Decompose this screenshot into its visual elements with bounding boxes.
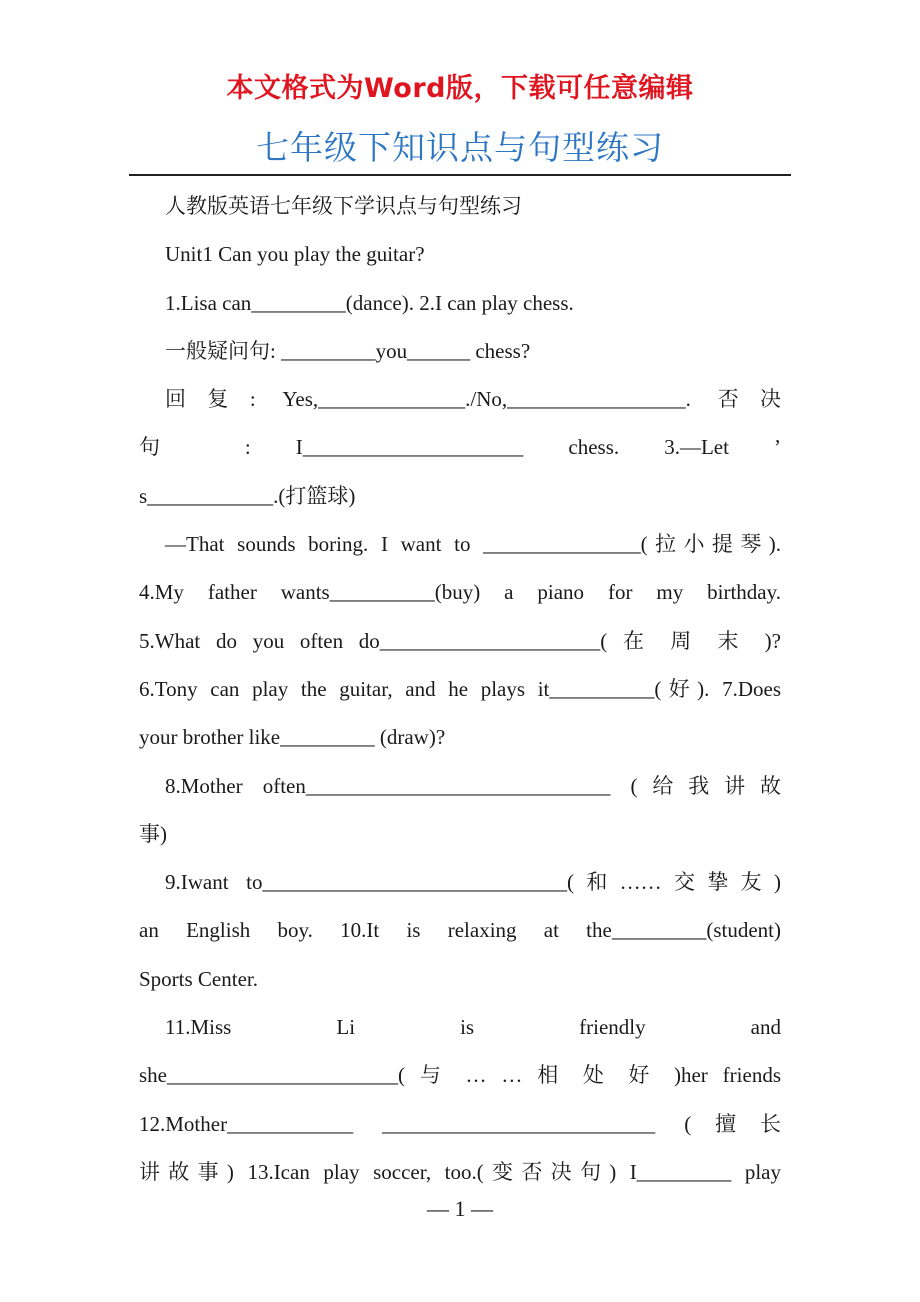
exercise-line: 5.What do you often do_____________________( 在 周 末 )? [139, 628, 781, 653]
exercise-line: 句 : I_____________________ chess. 3.—Let ’ [139, 435, 781, 460]
title-divider [129, 174, 791, 176]
exercise-line: 1.Lisa can_________(dance). 2.I can play chess. [165, 290, 574, 315]
format-notice-banner: 本文格式为Word版，下载可任意编辑 [226, 73, 694, 104]
exercise-line: 一般疑问句: _________you______ chess? [165, 338, 531, 363]
exercise-line: 回复: Yes,______________./No,_________________. 否决 [165, 387, 781, 412]
exercise-line: 8.Mother often_____________________________ (给我讲故 [165, 773, 781, 798]
page-title: 七年级下知识点与句型练习 [256, 128, 664, 167]
subtitle: 人教版英语七年级下学识点与句型练习 [165, 194, 522, 218]
exercise-line: your brother like_________ (draw)? [139, 725, 446, 750]
exercise-line: Sports Center. [139, 966, 258, 991]
unit-heading: Unit1 Can you play the guitar? [165, 242, 425, 267]
exercise-line: 9.Iwant to_____________________________(和……交挚友) [165, 870, 781, 895]
exercise-line: an English boy. 10.It is relaxing at the_________(student) [139, 918, 781, 943]
document-body [139, 182, 781, 1196]
exercise-line: 6.Tony can play the guitar, and he plays it__________(好). 7.Does [139, 676, 781, 701]
exercise-line: 12.Mother____________ __________________________ (擅长 [139, 1111, 781, 1136]
exercise-line: 4.My father wants__________(buy) a piano for my birthday. [139, 580, 781, 605]
exercise-line: s____________.(打篮球) [139, 483, 356, 508]
exercise-line: she______________________( 与 … … 相 处 好 )her friends [139, 1063, 781, 1088]
page-number: — 1 — [427, 1196, 493, 1221]
exercise-line: 讲故事) 13.Ican play soccer, too.(变否决句) I_________ play [139, 1159, 781, 1184]
exercise-line: 11.Miss Li is friendly and [165, 1015, 781, 1040]
exercise-line: 事) [139, 821, 167, 846]
exercise-line: —That sounds boring. I want to _______________(拉小提琴). [165, 532, 781, 557]
